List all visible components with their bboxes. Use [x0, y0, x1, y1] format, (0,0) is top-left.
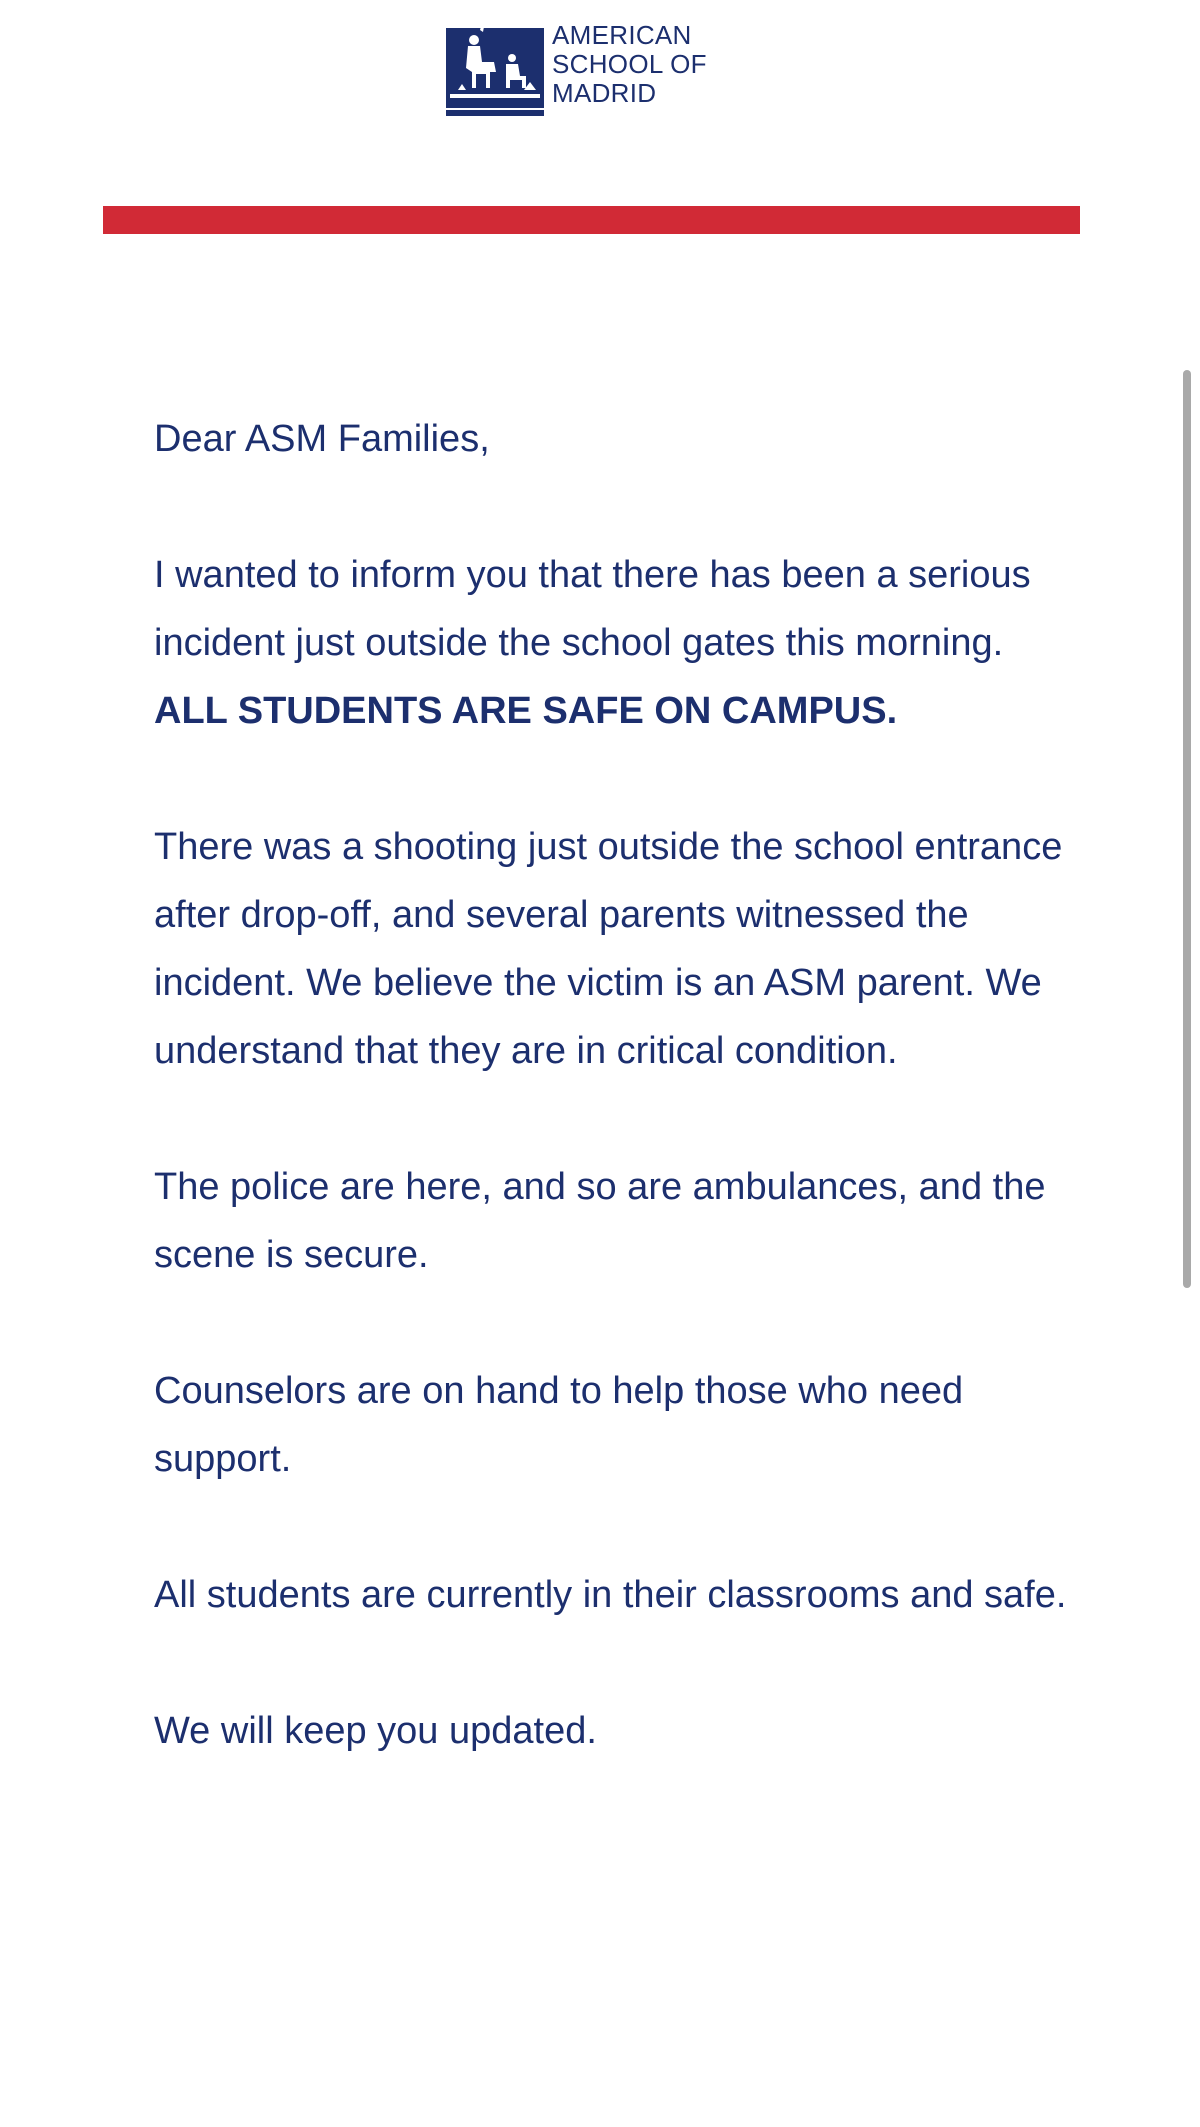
school-name-line-3: MADRID	[552, 77, 657, 108]
paragraph-shooting-details: There was a shooting just outside the school entrance after drop-off, and several parents witnessed the incident. We believe the victim is an ASM parent. We understand that they are in critical condition.	[154, 826, 1063, 1072]
paragraph-incident-emphasis: ALL STUDENTS ARE SAFE ON CAMPUS.	[154, 690, 898, 732]
paragraph-incident	[154, 541, 1084, 745]
email-body	[154, 405, 1084, 1833]
greeting: Dear ASM Families,	[154, 418, 490, 460]
don-quixote-emblem-icon	[446, 10, 544, 118]
header-divider-bar	[103, 206, 1080, 234]
paragraph-updates: We will keep you updated.	[154, 1710, 597, 1752]
school-name-line-2: SCHOOL OF	[552, 48, 707, 79]
school-name-line-1: AMERICAN	[552, 19, 692, 50]
paragraph-students-safe: All students are currently in their classrooms and safe.	[154, 1574, 1067, 1616]
school-name	[552, 21, 707, 108]
scrollbar-thumb[interactable]	[1183, 370, 1191, 1288]
paragraph-police: The police are here, and so are ambulances, and the scene is secure.	[154, 1166, 1046, 1276]
paragraph-counselors: Counselors are on hand to help those who need support.	[154, 1370, 964, 1480]
school-logo	[446, 10, 707, 118]
paragraph-incident-text: I wanted to inform you that there has been a serious incident just outside the school gates this morning.	[154, 554, 1031, 664]
